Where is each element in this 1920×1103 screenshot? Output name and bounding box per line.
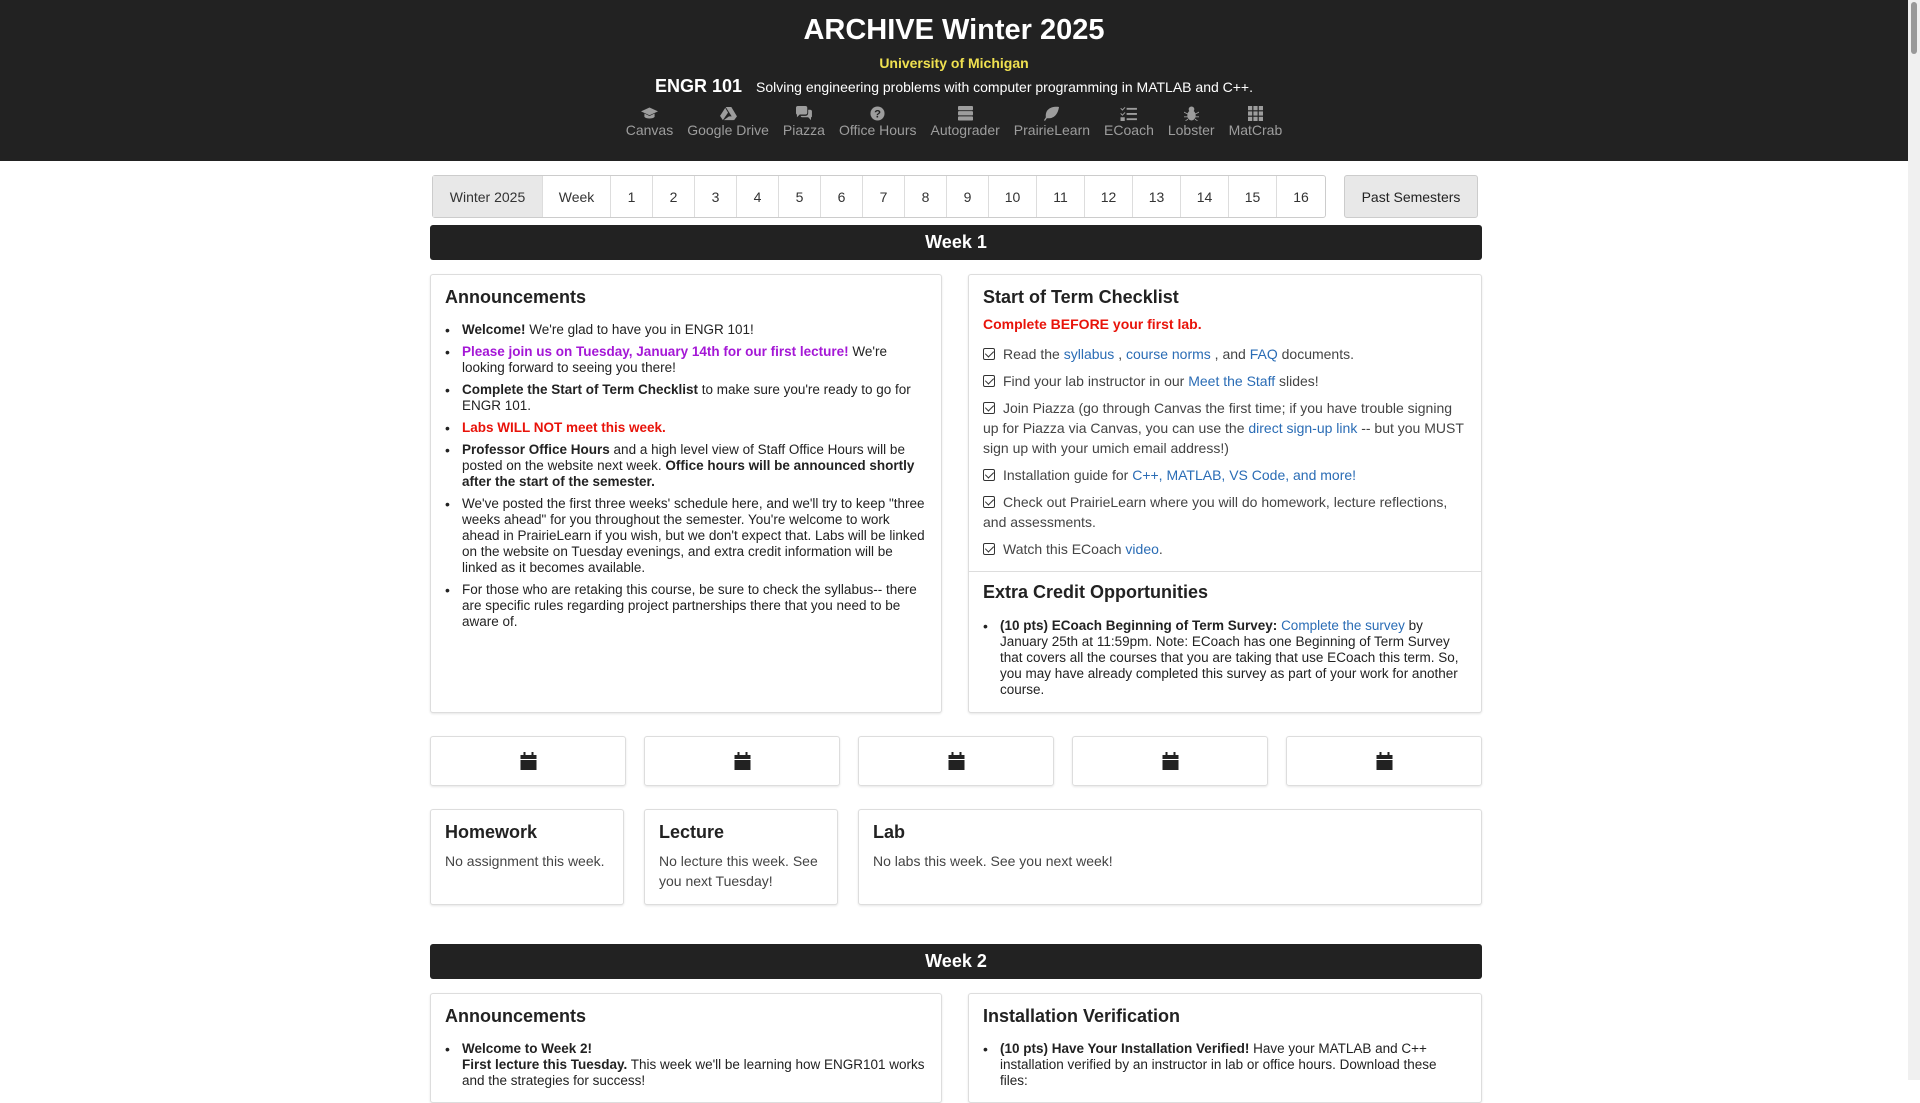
tab-week-9[interactable]: 9	[947, 176, 989, 217]
checklist-item	[983, 492, 1467, 532]
extra-credit-bold: (10 pts) ECoach Beginning of Term Survey:	[1000, 618, 1278, 633]
lecture-panel	[644, 809, 838, 905]
checkbox-icon[interactable]	[983, 543, 995, 555]
lecture-title: Lecture	[659, 822, 725, 842]
calendar-button[interactable]	[1286, 736, 1482, 786]
list-item	[445, 420, 927, 436]
nav-label: Autograder	[930, 122, 1000, 138]
nav-ecoach[interactable]	[1104, 106, 1154, 138]
checkbox-icon[interactable]	[983, 402, 995, 414]
ecoach-video-link[interactable]: video	[1125, 541, 1159, 557]
graduation-cap-icon	[641, 106, 658, 121]
nav-canvas[interactable]	[626, 106, 673, 138]
homework-text: No assignment this week.	[445, 853, 605, 869]
top-nav	[0, 106, 1908, 138]
announcement-bold: Office hours will be announced shortly after the start of the semester.	[462, 458, 915, 489]
page-scrollbar[interactable]	[1908, 0, 1920, 1080]
check-text: ,	[1114, 346, 1126, 362]
calendar-icon	[520, 752, 537, 770]
grid-icon	[1247, 106, 1264, 121]
list-item	[983, 618, 1469, 698]
course-description: Solving engineering problems with computer programming in MATLAB and C++.	[756, 79, 1254, 95]
homework-title: Homework	[445, 822, 538, 842]
list-item	[445, 496, 927, 576]
lab-panel	[858, 809, 1482, 905]
check-text: Check out PrairieLearn where you will do homework, lecture reflections, and assessments.	[983, 494, 1448, 530]
checklist-subtitle: Complete BEFORE your first lab.	[983, 316, 1202, 332]
calendar-button[interactable]	[1072, 736, 1268, 786]
tab-week-6[interactable]: 6	[821, 176, 863, 217]
extra-credit-title: Extra Credit Opportunities	[983, 582, 1209, 602]
week-1-checklist-panel	[968, 274, 1482, 713]
tab-week-3[interactable]: 3	[695, 176, 737, 217]
divider	[969, 571, 1481, 572]
page-title: ARCHIVE Winter 2025	[803, 14, 1105, 46]
announcement-text: This week we'll be learning how ENGR101 works and the strategies for success!	[462, 1057, 925, 1088]
announcement-bold: Professor Office Hours	[462, 442, 610, 457]
nav-label: MatCrab	[1228, 122, 1283, 138]
week-1-header: Week 1	[430, 225, 1482, 260]
announcements-title: Announcements	[445, 287, 587, 307]
nav-label: Office Hours	[838, 122, 917, 138]
tab-week-7[interactable]: 7	[863, 176, 905, 217]
checkbox-icon[interactable]	[983, 496, 995, 508]
checkbox-icon[interactable]	[983, 348, 995, 360]
tab-week-8[interactable]: 8	[905, 176, 947, 217]
calendar-button[interactable]	[430, 736, 626, 786]
tab-week-16[interactable]: 16	[1293, 188, 1309, 205]
nav-matcrab[interactable]	[1229, 106, 1283, 138]
syllabus-link[interactable]: syllabus	[1063, 346, 1115, 362]
tab-week-11[interactable]: 11	[1037, 176, 1085, 217]
announcement-bold: Complete the Start of Term Checklist	[462, 382, 699, 397]
calendar-button[interactable]	[644, 736, 840, 786]
installation-guide-link[interactable]: C++, MATLAB, VS Code, and more!	[1132, 467, 1357, 483]
list-item	[445, 344, 927, 376]
announcement-text: to make sure you're ready to go for ENGR 101.	[462, 382, 911, 413]
verification-text: Have your MATLAB and C++ installation verified by an instructor in lab or office hours. Download these files:	[1000, 1041, 1437, 1088]
list-item	[445, 1041, 927, 1089]
announcement-bold: First lecture this Tuesday.	[462, 1057, 628, 1072]
server-icon	[957, 106, 974, 121]
announcement-text: We've posted the first three weeks' schedule here, and we'll try to keep "three weeks ahead" for you throughout the semester. You're welcome to work ahead in PrairieLearn if you wish, but we don't expect that. Labs will be linked on the website on Tuesday evenings, and extra credit information will be linked as it becomes available.	[462, 496, 925, 575]
drive-icon	[720, 106, 737, 121]
tab-semester[interactable]: Winter 2025	[433, 176, 543, 217]
course-info	[0, 76, 1908, 97]
check-text: -- but you MUST sign up with your umich email address!)	[983, 420, 1464, 456]
calendar-button[interactable]	[858, 736, 1054, 786]
meet-staff-link[interactable]: Meet the Staff	[1188, 373, 1276, 389]
course-code: ENGR 101	[654, 76, 743, 96]
checklist-item	[983, 398, 1467, 458]
nav-prairielearn[interactable]	[1014, 106, 1090, 138]
announcement-highlight: Please join us on Tuesday, January 14th for our first lecture!	[462, 344, 849, 359]
announcement-text: We're looking forward to seeing you there!	[462, 344, 887, 375]
question-circle-icon	[869, 106, 886, 121]
list-item	[445, 322, 927, 338]
past-semesters-button[interactable]: Past Semesters	[1344, 175, 1478, 218]
announcement-warning: Labs WILL NOT meet this week.	[462, 420, 666, 435]
checkbox-icon[interactable]	[983, 469, 995, 481]
tab-week-10[interactable]: 10	[989, 176, 1037, 217]
tab-week-label: Week	[543, 176, 611, 217]
svg-text:?: ?	[874, 108, 882, 121]
list-item	[445, 382, 927, 414]
nav-office-hours[interactable]	[839, 106, 917, 138]
check-text: , and	[1210, 346, 1250, 362]
piazza-signup-link[interactable]: direct sign-up link	[1248, 420, 1358, 436]
checklist-title: Start of Term Checklist	[983, 287, 1179, 307]
nav-label: Lobster	[1167, 122, 1215, 138]
check-text: Find your lab instructor in our	[1003, 373, 1189, 389]
checklist-item	[983, 344, 1467, 364]
tab-week-13[interactable]: 13	[1133, 176, 1181, 217]
nav-google-drive[interactable]	[687, 106, 769, 138]
checklist-item	[983, 465, 1467, 485]
nav-label: Piazza	[782, 122, 825, 138]
tab-week-15[interactable]: 15	[1229, 176, 1277, 217]
nav-label: Canvas	[625, 122, 674, 138]
verification-title: Installation Verification	[983, 1006, 1181, 1026]
lab-title: Lab	[873, 822, 906, 842]
tab-week-14[interactable]: 14	[1181, 176, 1229, 217]
leaf-icon	[1043, 106, 1060, 121]
calendar-icon	[1376, 752, 1393, 770]
announcements-title: Announcements	[445, 1006, 587, 1026]
announcement-bold: Welcome to Week 2!	[462, 1041, 593, 1056]
nav-label: ECoach	[1104, 122, 1154, 138]
list-item	[445, 442, 927, 490]
tasks-icon	[1120, 106, 1137, 121]
calendar-icon	[948, 752, 965, 770]
tab-week-12[interactable]: 12	[1085, 176, 1133, 217]
verification-bold: (10 pts) Have Your Installation Verified!	[1000, 1041, 1250, 1056]
nav-lobster[interactable]	[1168, 106, 1215, 138]
week-2-announcements	[430, 993, 942, 1103]
nav-label: PrairieLearn	[1013, 122, 1091, 138]
tab-week-5[interactable]: 5	[779, 176, 821, 217]
tab-week-1[interactable]: 1	[611, 176, 653, 217]
list-item	[445, 582, 927, 630]
installation-verification-panel	[968, 993, 1482, 1103]
check-text: Installation guide for	[1003, 467, 1133, 483]
check-text: documents.	[1277, 346, 1354, 362]
lab-text: No labs this week. See you next week!	[873, 853, 1113, 869]
list-item	[983, 1041, 1467, 1089]
announcement-bold: Welcome!	[462, 322, 526, 337]
tab-week-4[interactable]: 4	[737, 176, 779, 217]
survey-link[interactable]: Complete the survey	[1281, 618, 1405, 633]
bug-icon	[1183, 106, 1200, 121]
week-2-header: Week 2	[430, 944, 1482, 979]
announcement-text: We're glad to have you in ENGR 101!	[525, 322, 754, 337]
calendar-icon	[1162, 752, 1179, 770]
checklist-item	[983, 539, 1467, 559]
extra-credit-text: by January 25th at 11:59pm. Note: ECoach has one Beginning of Term Survey that covers all the courses that you are taking that use ECoach this term. So, you may have already completed this survey as part of your work for another course.	[1000, 618, 1459, 697]
week-tabs	[432, 175, 1326, 218]
nav-piazza[interactable]	[783, 106, 825, 138]
checkbox-icon[interactable]	[983, 375, 995, 387]
nav-autograder[interactable]	[931, 106, 1000, 138]
check-text: Watch this ECoach	[1003, 541, 1126, 557]
check-text: .	[1158, 541, 1163, 557]
announcement-text: and a high level view of Staff Office Hours will be posted on the website next week.	[462, 442, 905, 473]
check-text: Join Piazza (go through Canvas the first time; if you have trouble signing up for Piazza via Canvas, you can use the	[983, 400, 1453, 436]
check-text: Read the	[1003, 346, 1064, 362]
week-1-announcements	[430, 274, 942, 713]
comments-icon	[795, 106, 812, 121]
announcement-text: For those who are retaking this course, be sure to check the syllabus-- there are specific rules regarding project partnerships there that you need to be aware of.	[462, 582, 917, 629]
course-norms-link[interactable]: course norms	[1125, 346, 1211, 362]
university-name: University of Michigan	[879, 55, 1029, 71]
check-text: slides!	[1275, 373, 1319, 389]
checklist-item	[983, 371, 1467, 391]
homework-panel	[430, 809, 624, 905]
scrollbar-thumb[interactable]	[1911, 2, 1917, 54]
lecture-text: No lecture this week. See you next Tuesday!	[659, 853, 818, 889]
nav-label: Google Drive	[687, 122, 769, 138]
tab-week-2[interactable]: 2	[653, 176, 695, 217]
site-header	[0, 0, 1908, 161]
calendar-icon	[734, 752, 751, 770]
faq-link[interactable]: FAQ	[1249, 346, 1278, 362]
